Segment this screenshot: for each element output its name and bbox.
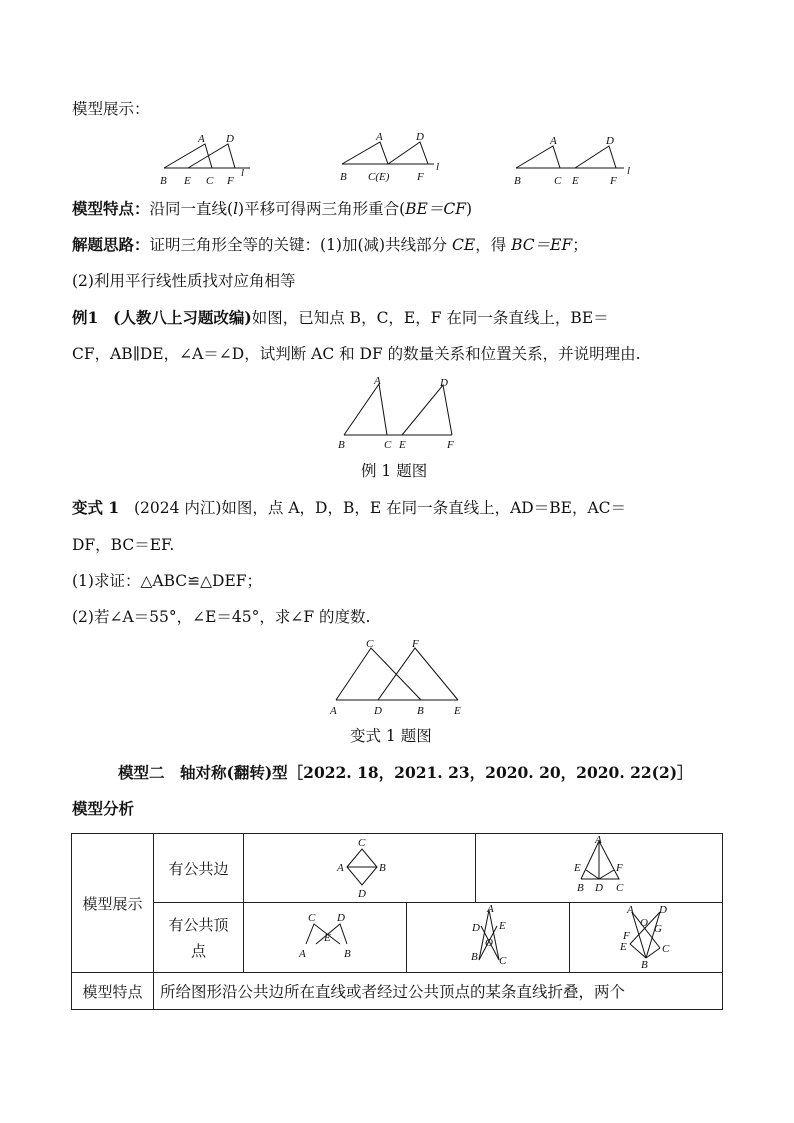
common-vertex-cell	[154, 903, 244, 973]
model-features-text-cell	[154, 973, 723, 1010]
features-label: 模型特点：	[72, 199, 150, 218]
features-text: 沿同一直线(	[149, 200, 234, 218]
label-F: F	[412, 638, 419, 650]
model2-title: 模型二 轴对称(翻转)型［2022. 18，2021. 23，2020. 20，2020. 22(2)］	[118, 763, 693, 782]
variant1-figure	[322, 636, 472, 718]
common-vertex-label-2: 点	[190, 941, 206, 960]
label-B: B	[471, 950, 478, 963]
label-B: B	[344, 947, 351, 960]
example1-label: 例1	[72, 308, 99, 327]
variant1-label: 变式 1	[72, 498, 120, 517]
approach-ce: CE	[452, 236, 476, 254]
label-A: A	[627, 903, 634, 916]
crossed-figure	[407, 904, 570, 972]
label-D: D	[440, 377, 448, 389]
variant1-line2: DF，BC＝EF.	[72, 536, 175, 554]
label-l: l	[241, 167, 245, 179]
model-display-cell	[72, 834, 154, 973]
label-A: A	[299, 947, 306, 960]
label-B: B	[338, 439, 345, 451]
label-E: E	[620, 940, 627, 953]
label-D: D	[416, 131, 424, 143]
label-C: C	[308, 911, 316, 924]
model-features-cell	[72, 973, 154, 1010]
model-features-line	[72, 199, 472, 219]
approach-line-2: (2)利用平行线性质找对应角相等	[72, 272, 296, 290]
label-G: G	[654, 922, 662, 935]
label-E: E	[572, 175, 579, 187]
label-F: F	[610, 175, 617, 187]
label-F: F	[623, 929, 630, 942]
label-B: B	[160, 175, 167, 187]
label-E: E	[184, 175, 191, 187]
variant1-q2: (2)若∠A＝55°，∠E＝45°，求∠F 的度数.	[72, 608, 371, 626]
variant1-caption: 变式 1 题图	[350, 727, 432, 745]
translation-figure-3	[506, 128, 636, 190]
label-C: C	[499, 954, 507, 967]
approach-line	[72, 235, 588, 255]
model-table	[71, 833, 723, 1010]
features-formula: BE＝CF	[405, 200, 466, 218]
label-CE: C(E)	[368, 171, 390, 183]
label-C: C	[358, 837, 366, 849]
label-B: B	[514, 175, 521, 187]
approach-formula: BC＝EF	[511, 236, 573, 254]
label-B: B	[379, 862, 386, 874]
model-features-label: 模型特点	[82, 982, 143, 1001]
label-A: A	[595, 835, 602, 846]
label-A: A	[198, 133, 205, 145]
label-C: C	[554, 175, 562, 187]
label-A: A	[376, 131, 383, 143]
star-figure-cell	[570, 903, 723, 973]
common-vertex-label-1: 有公共顶	[168, 915, 229, 934]
approach-label: 解题思路：	[72, 235, 150, 254]
label-C: C	[662, 942, 670, 955]
label-F: F	[417, 171, 424, 183]
label-F: F	[227, 175, 234, 187]
label-F: F	[447, 439, 454, 451]
label-C: C	[616, 882, 624, 894]
label-D: D	[226, 133, 234, 145]
label-O: O	[640, 916, 648, 929]
label-B: B	[417, 705, 424, 717]
label-l: l	[436, 161, 440, 173]
example1-source: (人教八上习题改编)	[113, 308, 252, 327]
label-E: E	[574, 862, 581, 874]
label-A: A	[550, 135, 557, 147]
label-E: E	[499, 919, 506, 932]
example1-caption: 例 1 题图	[361, 462, 428, 480]
model-display-label: 模型展示	[82, 894, 143, 913]
label-A: A	[330, 705, 337, 717]
label-D: D	[337, 911, 345, 924]
approach-text: 证明三角形全等的关键：(1)加(减)共线部分	[149, 236, 452, 254]
common-side-label: 有公共边	[168, 859, 229, 878]
label-B: B	[641, 958, 648, 971]
label-C: C	[366, 638, 374, 650]
features-text3: )	[465, 200, 473, 218]
features-text2: )平移可得两三角形重合(	[238, 200, 406, 218]
kite-figure	[244, 835, 476, 901]
label-O: O	[485, 936, 493, 949]
label-D: D	[374, 705, 382, 717]
label-A: A	[374, 375, 381, 387]
label-F: F	[616, 862, 623, 874]
crossed-figure-cell	[407, 903, 570, 973]
label-D: D	[606, 135, 614, 147]
label-C: C	[384, 439, 392, 451]
variant1-q1: (1)求证：△ABC≌△DEF；	[72, 572, 263, 590]
bowtie-figure	[244, 904, 407, 972]
example1-line2: CF，AB∥DE，∠A＝∠D，试判断 AC 和 DF 的数量关系和位置关系，并说明理由.	[72, 345, 641, 363]
label-A: A	[487, 903, 494, 915]
approach-text3: ；	[572, 236, 588, 254]
translation-figure-1	[150, 128, 260, 190]
isosceles-figure	[476, 835, 723, 901]
label-E: E	[454, 705, 461, 717]
label-B: B	[340, 171, 347, 183]
bowtie-figure-cell	[244, 903, 407, 973]
model-display-heading: 模型展示：	[72, 100, 150, 118]
variant1-line1	[72, 498, 626, 518]
isosceles-figure-cell	[476, 834, 723, 903]
label-B: B	[577, 882, 584, 894]
model-analysis-heading: 模型分析	[72, 799, 135, 818]
example1-text1: 如图，已知点 B，C，E，F 在同一条直线上，BE＝	[251, 309, 609, 327]
label-E: E	[399, 439, 406, 451]
example1-figure	[330, 372, 470, 454]
label-E: E	[324, 931, 331, 944]
label-A: A	[337, 862, 344, 874]
label-D: D	[358, 888, 366, 900]
translation-figure-2	[332, 128, 452, 190]
example1-line1	[72, 308, 609, 328]
star-figure	[570, 904, 723, 972]
label-D: D	[659, 903, 667, 916]
label-C: C	[206, 175, 214, 187]
label-l: l	[627, 165, 631, 177]
features-l: l	[233, 200, 239, 218]
common-side-cell	[154, 834, 244, 903]
label-D: D	[595, 882, 603, 894]
variant1-text1: (2024 内江)如图，点 A，D，B，E 在同一条直线上，AD＝BE，AC＝	[133, 499, 626, 517]
label-D: D	[472, 921, 480, 934]
kite-figure-cell	[244, 834, 476, 903]
approach-text2: ，得	[475, 236, 512, 254]
model-features-text: 所给图形沿公共边所在直线或者经过公共顶点的某条直线折叠，两个	[160, 983, 626, 1001]
